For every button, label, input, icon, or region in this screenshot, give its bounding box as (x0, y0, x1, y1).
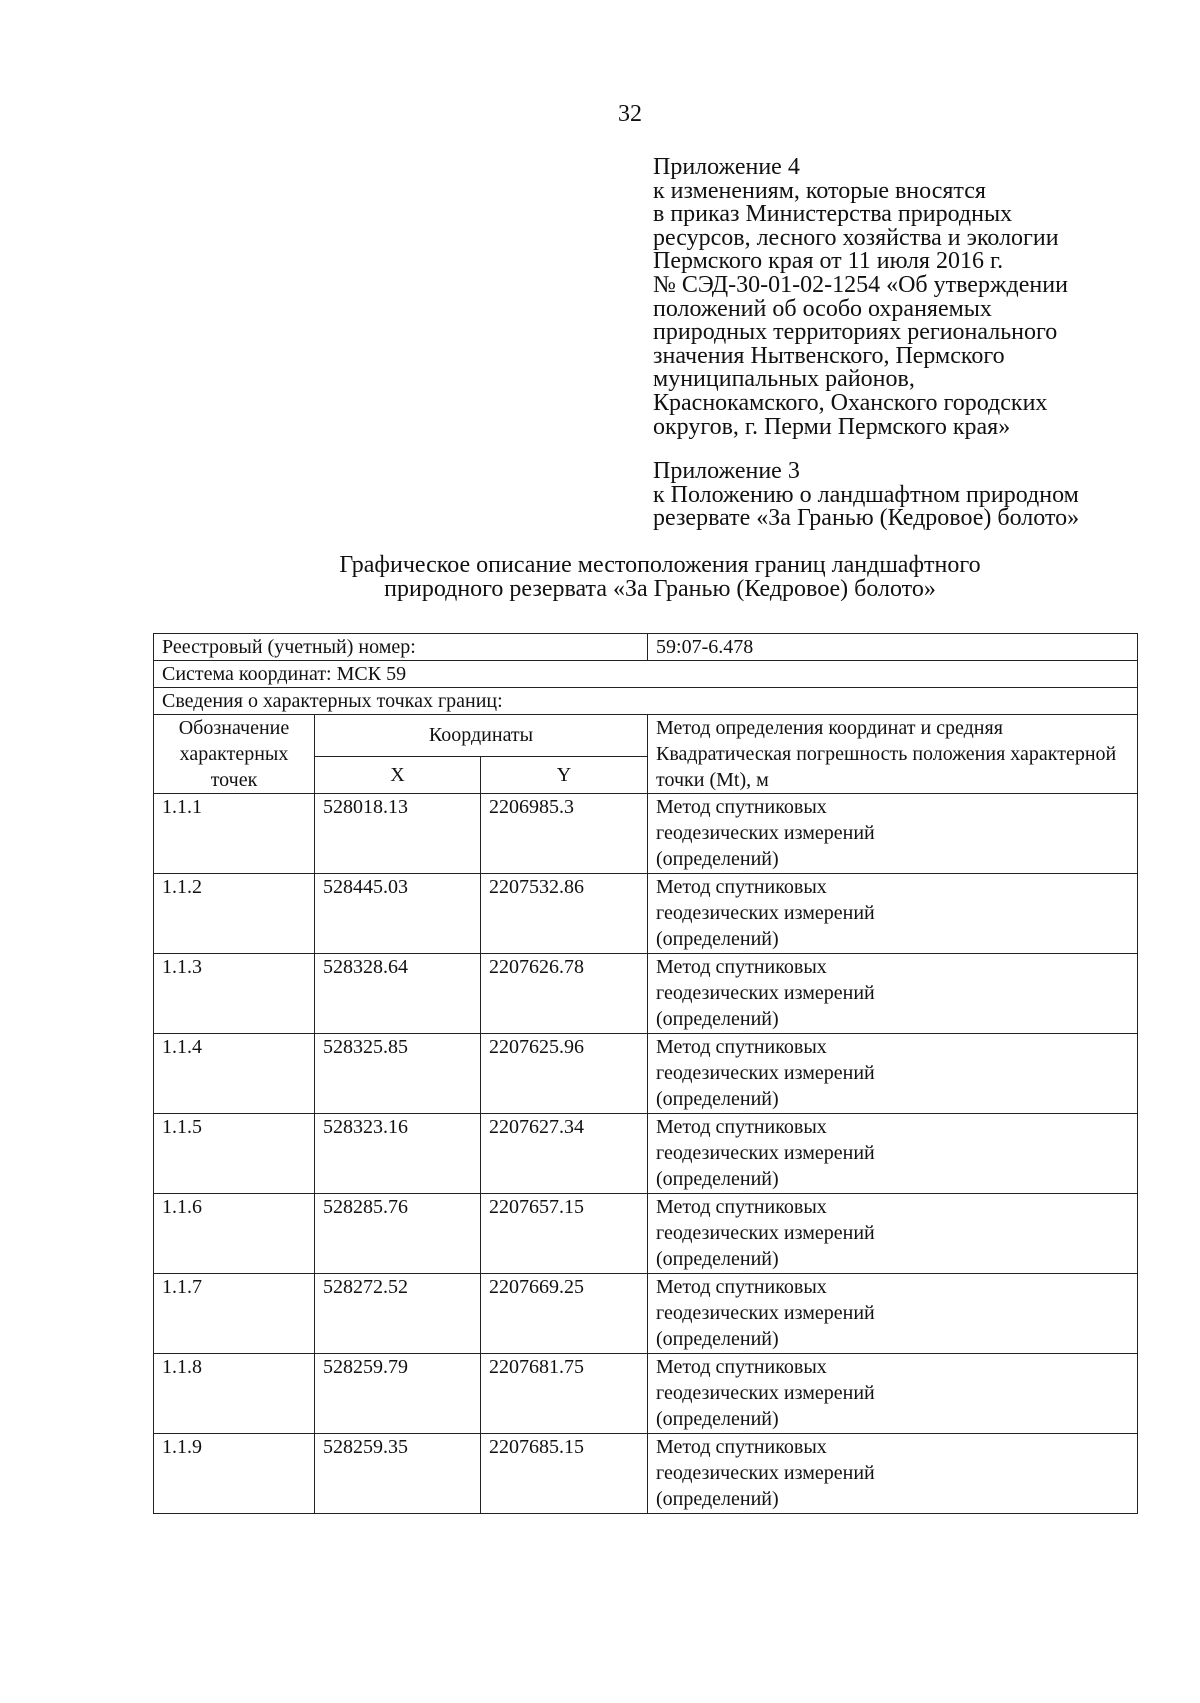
document-title (150, 553, 1170, 601)
method-line: Метод спутниковых (656, 1436, 827, 1458)
method-line: геодезических измерений (656, 1062, 875, 1084)
x-cell: 528259.35 (315, 1434, 481, 1514)
point-cell: 1.1.9 (154, 1434, 315, 1514)
annex-sub-line: резервате «За Гранью (Кедровое) болото» (653, 505, 1080, 532)
point-cell: 1.1.1 (154, 794, 315, 874)
annex-header-line: Приложение 4 (653, 154, 800, 180)
method-line: (определений) (656, 1248, 779, 1270)
method-line: (определений) (656, 1408, 779, 1430)
method-line: геодезических измерений (656, 1302, 875, 1324)
method-line: (определений) (656, 1008, 779, 1030)
method-cell (648, 794, 1138, 874)
x-cell: 528445.03 (315, 874, 481, 954)
col-method-header: Метод определения координат и средняя Квадратическая погрешность положения характерной точки (Mt), м (648, 715, 1138, 794)
x-cell: 528323.16 (315, 1114, 481, 1194)
method-line: Метод спутниковых (656, 1196, 827, 1218)
col-point-header: Обозначение характерных точек (154, 715, 315, 794)
coord-system: Система координат: МСК 59 (154, 661, 1138, 688)
y-cell: 2207626.78 (481, 954, 648, 1034)
annex-header-line: к изменениям, которые вносятся (653, 177, 986, 204)
point-cell: 1.1.5 (154, 1114, 315, 1194)
point-cell: 1.1.6 (154, 1194, 315, 1274)
y-cell: 2207625.96 (481, 1034, 648, 1114)
annex-header-line: ресурсов, лесного хозяйства и экологии (653, 224, 1059, 251)
x-cell: 528328.64 (315, 954, 481, 1034)
x-cell: 528325.85 (315, 1034, 481, 1114)
coord-system-row (154, 661, 1138, 688)
x-cell: 528285.76 (315, 1194, 481, 1274)
method-cell (648, 1434, 1138, 1514)
method-line: (определений) (656, 848, 779, 870)
registry-row (154, 634, 1138, 661)
annex-sub-line: Приложение 3 (653, 458, 800, 484)
y-cell: 2207657.15 (481, 1194, 648, 1274)
point-cell: 1.1.8 (154, 1354, 315, 1434)
y-cell: 2207532.86 (481, 874, 648, 954)
method-line: (определений) (656, 1168, 779, 1190)
method-line: геодезических измерений (656, 1222, 875, 1244)
table-header-row (154, 715, 1138, 757)
document-title-line1: Графическое описание местоположения границ ландшафтного (339, 552, 981, 578)
annex-header-line: № СЭД-30-01-02-1254 «Об утверждении (653, 271, 1068, 298)
annex-sub-header (653, 460, 1079, 531)
method-line: Метод спутниковых (656, 876, 827, 898)
table-row (154, 1434, 1138, 1514)
method-line: (определений) (656, 1088, 779, 1110)
annex-header-line: Краснокамского, Оханского городских (653, 389, 1048, 416)
table-row (154, 1194, 1138, 1274)
method-line: Метод спутниковых (656, 1276, 827, 1298)
x-cell: 528259.79 (315, 1354, 481, 1434)
table-row (154, 954, 1138, 1034)
table-row (154, 1034, 1138, 1114)
method-cell (648, 1034, 1138, 1114)
points-info-row (154, 688, 1138, 715)
table-body (154, 794, 1138, 1514)
method-cell (648, 874, 1138, 954)
method-cell (648, 1354, 1138, 1434)
method-line: геодезических измерений (656, 1382, 875, 1404)
method-cell (648, 1194, 1138, 1274)
y-cell: 2207669.25 (481, 1274, 648, 1354)
annex-header-line: значения Нытвенского, Пермского (653, 342, 1005, 369)
table-row (154, 1114, 1138, 1194)
table-row (154, 1354, 1138, 1434)
table-row (154, 874, 1138, 954)
annex-header-line: округов, г. Перми Пермского края» (653, 413, 1011, 440)
method-line: Метод спутниковых (656, 796, 827, 818)
page-number: 32 (618, 101, 642, 127)
method-line: геодезических измерений (656, 822, 875, 844)
col-y-header: Y (481, 756, 648, 793)
method-line: Метод спутниковых (656, 1116, 827, 1138)
point-cell: 1.1.3 (154, 954, 315, 1034)
method-cell (648, 1274, 1138, 1354)
y-cell: 2207685.15 (481, 1434, 648, 1514)
method-line: Метод спутниковых (656, 1356, 827, 1378)
coordinates-table (153, 633, 1138, 1514)
method-cell (648, 954, 1138, 1034)
annex-sub-line: к Положению о ландшафтном природном (653, 481, 1079, 508)
annex-header-line: муниципальных районов, (653, 366, 915, 393)
table-row (154, 1274, 1138, 1354)
method-line: геодезических измерений (656, 982, 875, 1004)
annex-header-line: Пермского края от 11 июля 2016 г. (653, 248, 1004, 275)
table-row (154, 794, 1138, 874)
document-title-line2: природного резервата «За Гранью (Кедровое) болото» (384, 576, 936, 602)
annex-header-line: положений об особо охраняемых (653, 295, 992, 322)
method-line: геодезических измерений (656, 902, 875, 924)
points-info: Сведения о характерных точках границ: (154, 688, 1138, 715)
annex-header (653, 156, 1068, 439)
point-cell: 1.1.4 (154, 1034, 315, 1114)
method-line: (определений) (656, 928, 779, 950)
method-line: геодезических измерений (656, 1142, 875, 1164)
y-cell: 2207681.75 (481, 1354, 648, 1434)
y-cell: 2206985.3 (481, 794, 648, 874)
method-line: Метод спутниковых (656, 1036, 827, 1058)
y-cell: 2207627.34 (481, 1114, 648, 1194)
method-line: геодезических измерений (656, 1462, 875, 1484)
method-line: (определений) (656, 1328, 779, 1350)
registry-label: Реестровый (учетный) номер: (154, 634, 648, 661)
registry-value: 59:07-6.478 (648, 634, 1138, 661)
method-line: (определений) (656, 1488, 779, 1510)
col-coords-header: Координаты (315, 715, 648, 757)
col-x-header: X (315, 756, 481, 793)
x-cell: 528018.13 (315, 794, 481, 874)
annex-header-line: в приказ Министерства природных (653, 201, 1013, 228)
method-cell (648, 1114, 1138, 1194)
annex-header-line: природных территориях регионального (653, 319, 1058, 346)
x-cell: 528272.52 (315, 1274, 481, 1354)
point-cell: 1.1.2 (154, 874, 315, 954)
point-cell: 1.1.7 (154, 1274, 315, 1354)
method-line: Метод спутниковых (656, 956, 827, 978)
